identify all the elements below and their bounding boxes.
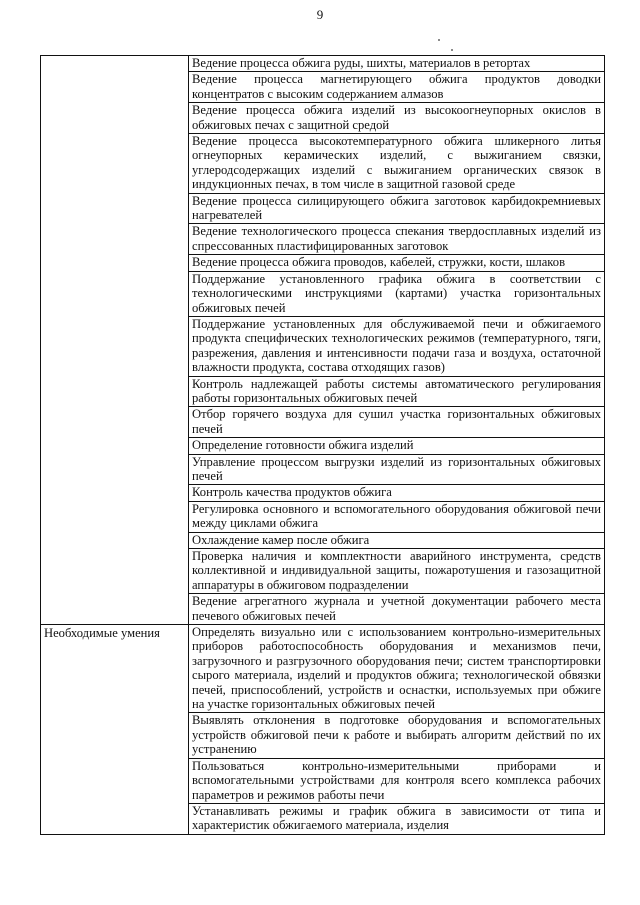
requirement-item: Пользоваться контрольно-измерительными приборами и вспомогательными устройствами для контроля всего комплекса рабочих параметров и режимов работы печи <box>189 758 605 803</box>
requirement-item: Отбор горячего воздуха для сушил участка горизонтальных обжиговых печей <box>189 407 605 438</box>
table-row <box>41 56 605 72</box>
requirement-item: Устанавливать режимы и график обжига в зависимости от типа и характеристик обжигаемого материала, изделия <box>189 803 605 834</box>
requirement-item: Управление процессом выгрузки изделий из горизонтальных обжиговых печей <box>189 454 605 485</box>
requirement-item: Регулировка основного и вспомогательного оборудования обжиговой печи между циклами обжига <box>189 501 605 532</box>
requirement-item: Ведение процесса магнетирующего обжига продуктов доводки концентратов с высоким содержанием алмазов <box>189 72 605 103</box>
requirement-item: Проверка наличия и комплектности аварийного инструмента, средств коллективной и индивидуальной защиты, пожаротушения и газозащитной аппаратуры в обжиговом подразделении <box>189 549 605 594</box>
requirement-item: Ведение процесса обжига руды, шихты, материалов в ретортах <box>189 56 605 72</box>
scan-speck <box>451 49 453 51</box>
requirement-item: Ведение процесса обжига изделий из высокоогнеупорных окислов в обжиговых печах с защитной средой <box>189 103 605 134</box>
requirement-item: Ведение процесса силицирующего обжига заготовок карбидокремниевых нагревателей <box>189 193 605 224</box>
requirement-item: Контроль надлежащей работы системы автоматического регулирования работы горизонтальных обжиговых печей <box>189 376 605 407</box>
requirement-item: Ведение процесса обжига проводов, кабелей, стружки, кости, шлаков <box>189 255 605 271</box>
section-label: Необходимые умения <box>41 625 189 835</box>
requirement-item: Охлаждение камер после обжига <box>189 532 605 548</box>
requirement-item: Ведение процесса высокотемпературного обжига шликерного литья огнеупорных керамических изделий, с выжиганием связки, углеродсодержащих изделий с выжиганием органических связок в индукционных печах, в том числе в защитной газовой среде <box>189 134 605 194</box>
requirement-item: Выявлять отклонения в подготовке оборудования и вспомогательных устройств обжиговой печи к работе и выбирать алгоритм действий по их устранению <box>189 713 605 758</box>
requirement-item: Ведение агрегатного журнала и учетной документации рабочего места печевого обжиговых печей <box>189 594 605 625</box>
section-label <box>41 56 189 625</box>
requirement-item: Поддержание установленных для обслуживаемой печи и обжигаемого продукта специфических технологических режимов (температурного, тяги, разрежения, давления и интенсивности подачи газа и воздуха, остаточной влажности продукта, состава отходящих газов) <box>189 316 605 376</box>
requirement-item: Определять визуально или с использованием контрольно-измерительных приборов работоспособность оборудования и механизмов печи, загрузочного и разгрузочного оборудования печи; систем транспортировки сырого материала, изделий и продуктов обжига; технологической обвязки печей, приспособлений, устройств и оснастки, используемых при обжиге на участке горизонтальных обжиговых печей <box>189 625 605 713</box>
requirement-item: Ведение технологического процесса спекания твердосплавных изделий из спрессованных пластифицированных заготовок <box>189 224 605 255</box>
requirements-table <box>40 55 605 835</box>
requirement-item: Определение готовности обжига изделий <box>189 438 605 454</box>
table-row <box>41 625 605 713</box>
requirement-item: Поддержание установленного графика обжига в соответствии с технологическими инструкциями (картами) участка горизонтальных обжиговых печей <box>189 271 605 316</box>
page-number: 9 <box>316 7 324 22</box>
scan-speck <box>438 39 440 41</box>
requirement-item: Контроль качества продуктов обжига <box>189 485 605 501</box>
